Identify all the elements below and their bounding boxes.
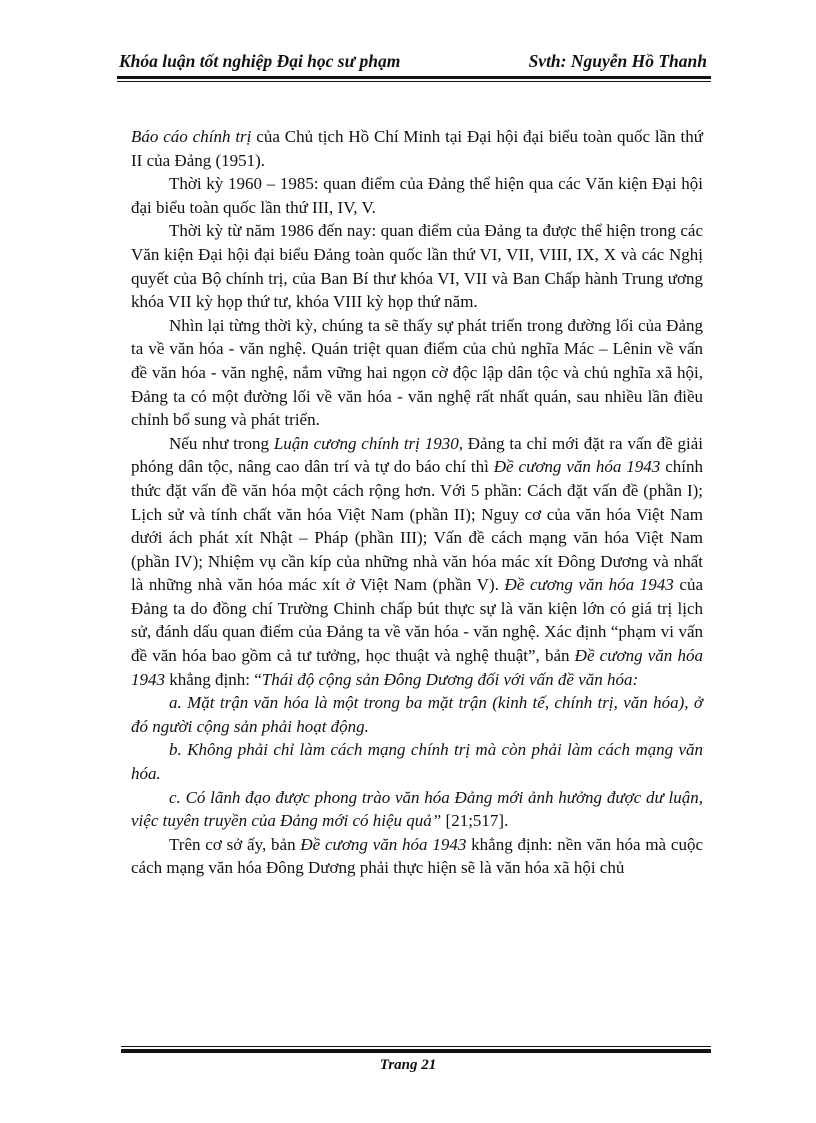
italic-phrase: Đề cương văn hóa 1943 <box>504 575 674 595</box>
quote-item-b: b. Không phải chỉ làm cách mạng chính trị mà còn phải làm cách mạng văn hóa. <box>131 740 703 784</box>
italic-phrase: Đề cương văn hóa 1943 <box>493 457 661 477</box>
text-run: của Đảng ta do đồng chí Trường Chinh chấp bút thực sự là văn kiện lớn có giá trị lịch sử, đánh dấu quan điểm của Đảng ta về văn hóa - văn nghệ. Xác định “phạm vi vấn đề văn hóa bao gồm cả tư tưởng, học thuật và nghệ thuật”, bản <box>131 575 704 666</box>
text-run: Trên cơ sở ấy, bản <box>169 834 301 854</box>
text-run: khẳng định: “ <box>165 669 262 689</box>
citation: [21;517]. <box>441 811 509 831</box>
quote-item-a: a. Mặt trận văn hóa là một trong ba mặt trận (kinh tế, chính trị, văn hóa), ở đó người cộng sản phải hoạt động. <box>131 693 703 736</box>
paragraph-2: Thời kỳ 1960 – 1985: quan điểm của Đảng thể hiện qua các Văn kiện Đại hội đại biểu toàn quốc lần thứ III, IV, V. <box>131 174 703 217</box>
paragraph-5 <box>131 432 703 692</box>
text-run: , Đảng ta chỉ mới đặt ra vấn đề giải phóng dân tộc, nâng cao dân trí và tự do báo chí thì <box>131 433 703 477</box>
italic-phrase: c. Có lãnh đạo được phong trào văn hóa Đảng mới ảnh hưởng được dư luận, việc tuyên truyền của Đảng mới có hiệu quả” <box>131 787 703 831</box>
text-run: Nếu như trong <box>169 433 274 453</box>
text-run: khẳng định: nền văn hóa mà cuộc cách mạng văn hóa Đông Dương phải thực hiện sẽ là văn hóa xã hội chủ <box>131 834 703 878</box>
italic-phrase: Luận cương chính trị 1930 <box>273 433 459 453</box>
text-run: chính thức đặt vấn đề văn hóa một cách rộng hơn. Với 5 phần: Cách đặt vấn đề (phần I); Lịch sử và tính chất văn hóa Việt Nam (phần II); Nguy cơ của văn hóa Việt Nam dưới ách phát xít Nhật – Pháp (phần III); Vấn đề cách mạng văn hóa Việt Nam (phần IV); Nhiệm vụ cần kíp của những nhà văn hóa mác xít Đông Dương và nhất là những nhà văn hóa mác xít ở Việt Nam (phần V). <box>131 457 703 595</box>
footer-rule-thick <box>121 1049 711 1053</box>
page-number: Trang 21 <box>379 1057 437 1073</box>
page-header <box>117 50 711 80</box>
paragraph-1 <box>131 125 703 172</box>
italic-phrase: Đề cương văn hóa 1943 <box>131 646 703 689</box>
header-rule-thin <box>117 81 711 82</box>
quote-item-c <box>131 786 703 833</box>
body-text <box>131 125 703 880</box>
italic-phrase: Đề cương văn hóa 1943 <box>300 834 467 854</box>
italic-phrase: Báo cáo chính trị <box>131 127 252 146</box>
paragraph-9 <box>131 833 703 880</box>
paragraph-3: Thời kỳ từ năm 1986 đến nay: quan điểm của Đảng ta được thể hiện trong các Văn kiện Đại hội đại biểu Đảng toàn quốc lần thứ VI, VII, VIII, IX, X và các Nghị quyết của Bộ chính trị, của Ban Bí thư khóa VI, VII và Ban Chấp hành Trung ương khóa VII kỳ họp thứ tư, khóa VIII kỳ họp thứ năm. <box>131 221 703 312</box>
header-thesis-title: Khóa luận tốt nghiệp Đại học sư phạm <box>119 51 401 71</box>
text-run: của Chủ tịch Hồ Chí Minh tại Đại hội đại biểu toàn quốc lần thứ II của Đảng (1951). <box>131 127 703 170</box>
header-author: Svth: Nguyễn Hồ Thanh <box>528 51 707 71</box>
italic-phrase: Thái độ cộng sản Đông Dương đối với vấn đề văn hóa: <box>261 669 639 689</box>
footer-rule-thin <box>121 1046 711 1047</box>
header-rule-thick <box>117 76 711 79</box>
paragraph-4: Nhìn lại từng thời kỳ, chúng ta sẽ thấy sự phát triển trong đường lối của Đảng ta về văn hóa - văn nghệ. Quán triệt quan điểm của chủ nghĩa Mác – Lênin về vấn đề văn hóa - văn nghệ, nắm vững hai ngọn cờ độc lập dân tộc và chủ nghĩa xã hội, Đảng ta có một đường lối về văn hóa - văn nghệ rất nhất quán, sau nhiều lần điều chỉnh bổ sung và phát triển. <box>131 315 703 430</box>
